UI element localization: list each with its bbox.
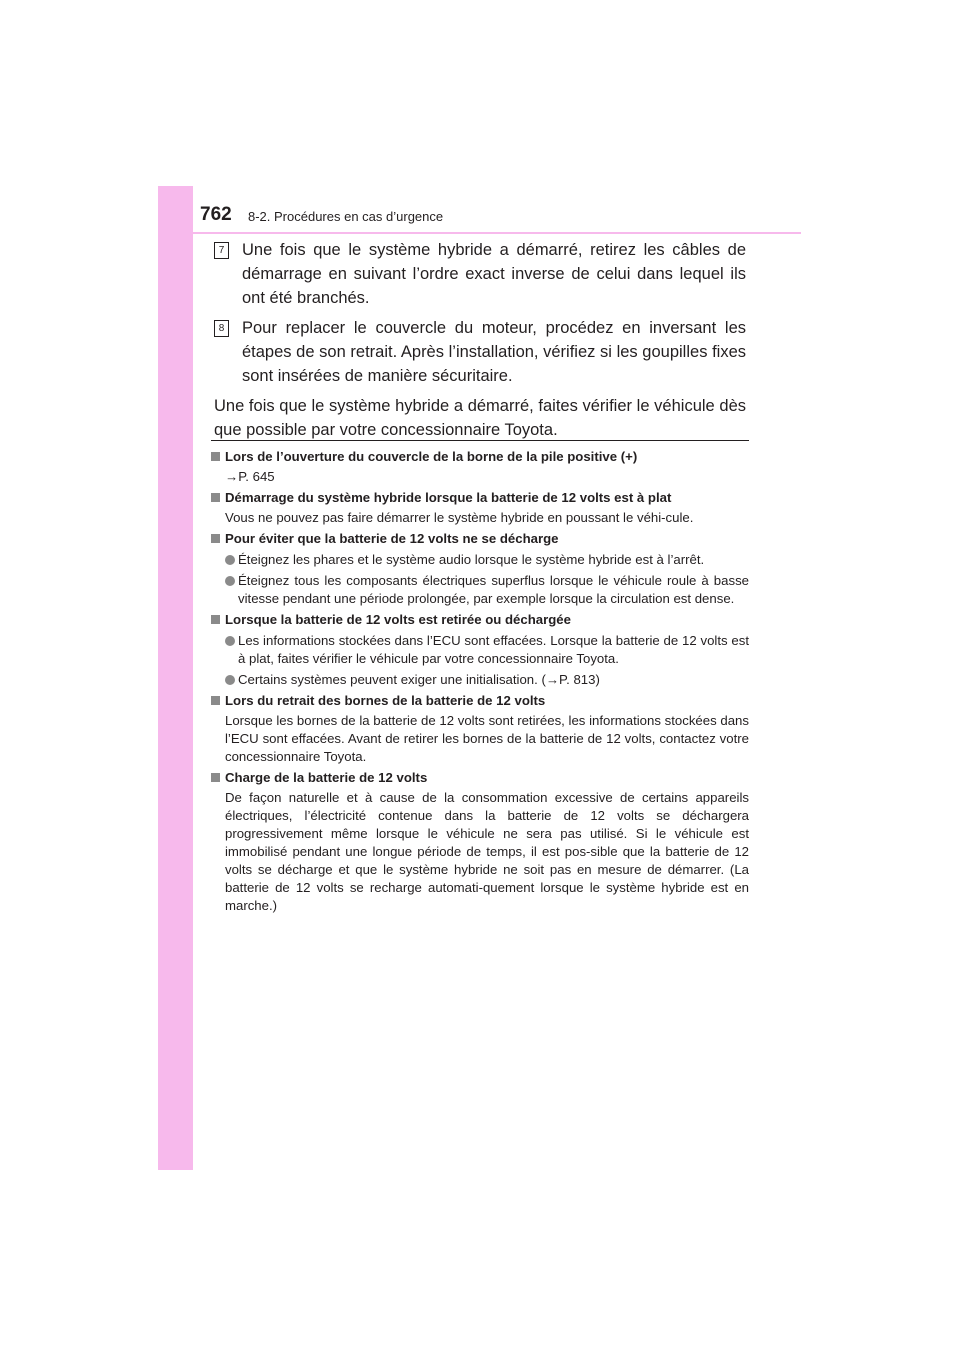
info-sections [211, 448, 749, 918]
square-bullet-icon [211, 452, 220, 461]
section-title: Pour éviter que la batterie de 12 volts ne se décharge [211, 530, 749, 548]
square-bullet-icon [211, 534, 220, 543]
section-title: Lorsque la batterie de 12 volts est retirée ou déchargée [211, 611, 749, 629]
chapter-title: 8-2. Procédures en cas d’urgence [248, 209, 444, 224]
circle-bullet-icon [225, 675, 235, 685]
info-section [211, 611, 749, 689]
bullet-item: Les informations stockées dans l’ECU sont effacées. Lorsque la batterie de 12 volts est à plat, faites vérifier le véhicule par votre concessionnaire Toyota. [211, 632, 749, 668]
section-title: Charge de la batterie de 12 volts [211, 769, 749, 787]
chapter-side-tab [158, 186, 193, 1170]
bullet-item: Certains systèmes peuvent exiger une initialisation. (→P. 813) [211, 671, 749, 689]
header-rule [193, 232, 801, 234]
page-number: 762 [200, 204, 232, 225]
info-section [211, 769, 749, 915]
step-number-badge: 7 [214, 242, 229, 259]
page-reference: →P. 645 [225, 469, 275, 484]
step-text: Pour replacer le couvercle du moteur, procédez en inversant les étapes de son retrait. Après l’installation, vérifiez si les goupilles fixes sont insérées de manière sécuritaire. [242, 319, 746, 385]
step-text: Une fois que le système hybride a démarré, retirez les câbles de démarrage en suivant l’ordre exact inverse de celui dans lequel ils ont été branchés. [242, 241, 746, 307]
bullet-item: Éteignez les phares et le système audio lorsque le système hybride est à l’arrêt. [211, 551, 749, 569]
section-body: Lorsque les bornes de la batterie de 12 volts sont retirées, les informations stockées dans l’ECU sont effacées. Avant de retirer les bornes de la batterie de 12 volts, contactez votre concessionnaire Toyota. [225, 713, 749, 764]
bullet-item: Éteignez tous les composants électriques superflus lorsque le véhicule roule à basse vitesse pendant une période prolongée, par exemple lorsque la circulation est dense. [211, 572, 749, 608]
section-body: Vous ne pouvez pas faire démarrer le système hybride en poussant le véhi-cule. [225, 510, 694, 525]
info-section [211, 692, 749, 766]
square-bullet-icon [211, 773, 220, 782]
after-steps-note: Une fois que le système hybride a démarré, faites vérifier le véhicule dès que possible par votre concessionnaire Toyota. [214, 397, 746, 439]
section-title: Lors de l’ouverture du couvercle de la borne de la pile positive (+) [211, 448, 749, 466]
section-title: Lors du retrait des bornes de la batterie de 12 volts [211, 692, 749, 710]
info-section [211, 530, 749, 608]
info-section [211, 448, 749, 486]
section-body: De façon naturelle et à cause de la consommation excessive de certains appareils électriques, l’électricité contenue dans la batterie de 12 volts se déchargera progressivement même lorsque le véhicule ne sera pas utilisé. Si le véhicule est immobilisé pendant une longue période de temps, il est pos-sible que la batterie de 12 volts se décharge et que le système hybride ne soit pas en mesure de démarrer. (La batterie de 12 volts se recharge automati-quement lorsque le système hybride est en marche.) [225, 790, 749, 913]
procedure-steps [214, 238, 746, 442]
section-title: Démarrage du système hybride lorsque la batterie de 12 volts est à plat [211, 489, 749, 507]
square-bullet-icon [211, 615, 220, 624]
section-divider [211, 440, 749, 441]
circle-bullet-icon [225, 555, 235, 565]
square-bullet-icon [211, 696, 220, 705]
info-section [211, 489, 749, 527]
circle-bullet-icon [225, 636, 235, 646]
square-bullet-icon [211, 493, 220, 502]
step-number-badge: 8 [214, 320, 229, 337]
step-7 [214, 238, 746, 310]
circle-bullet-icon [225, 576, 235, 586]
step-8 [214, 316, 746, 388]
